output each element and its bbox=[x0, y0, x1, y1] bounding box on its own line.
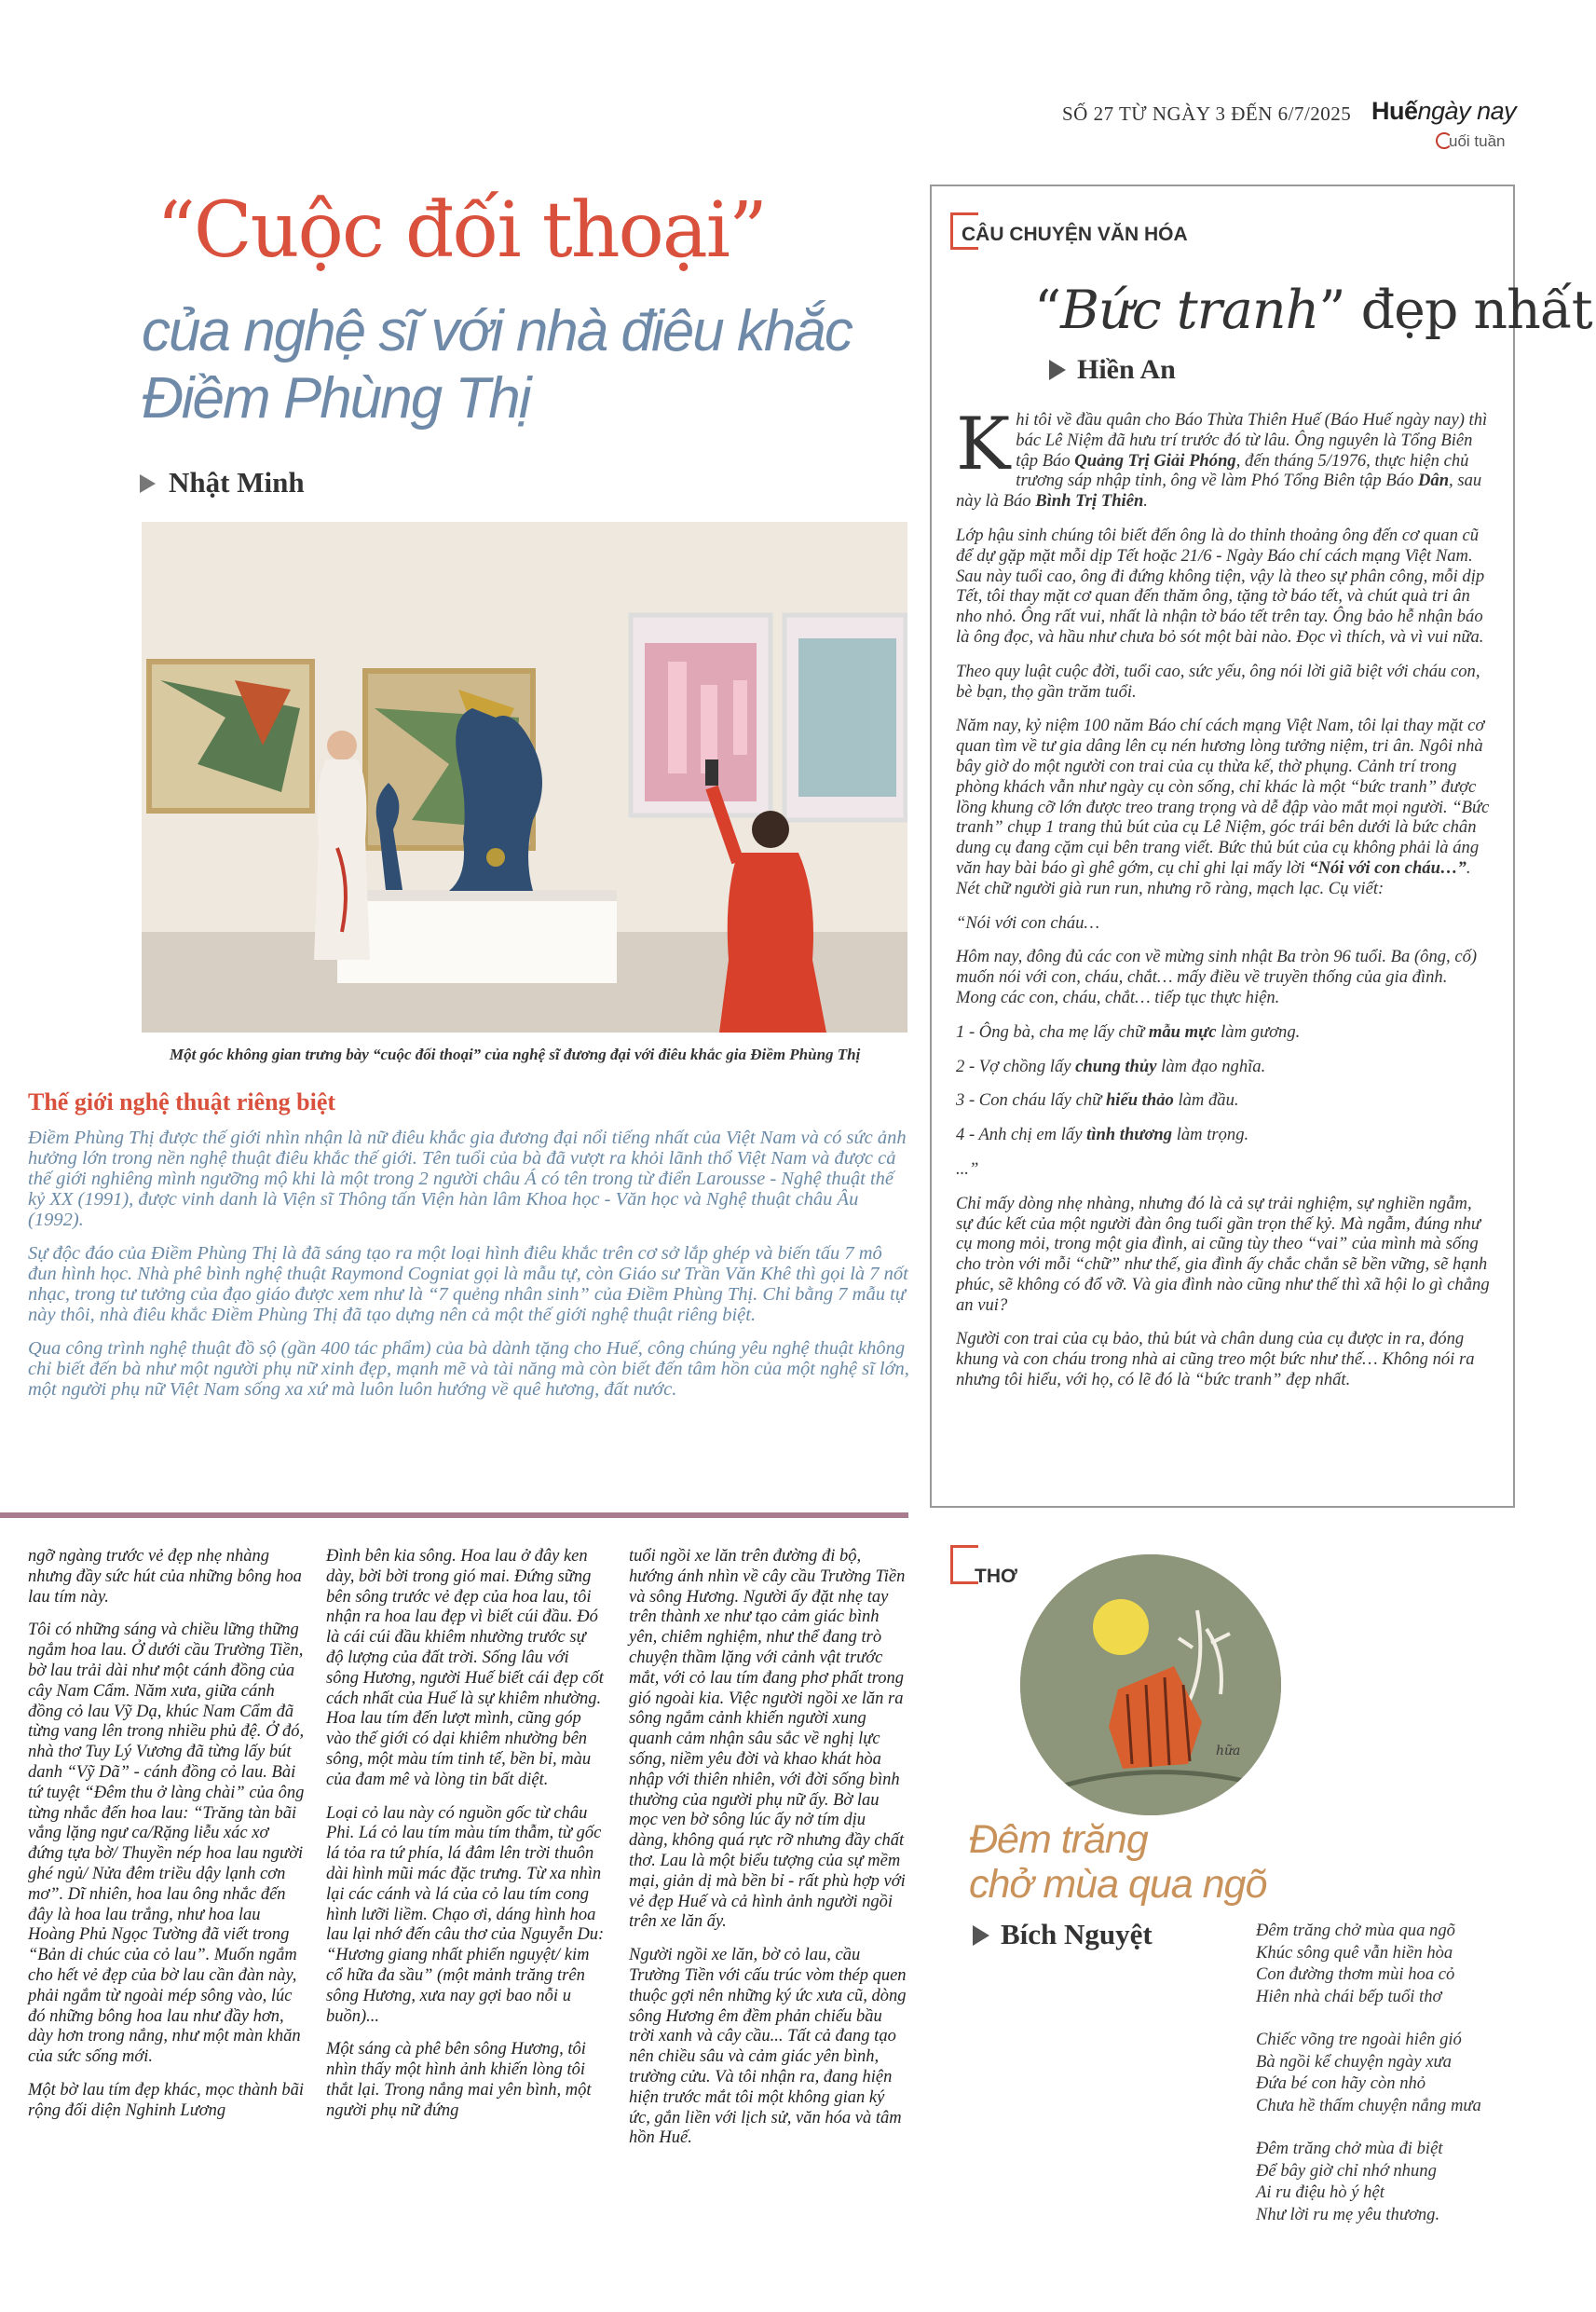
poem-line: Hiên nhà chái bếp tuổi thơ bbox=[1256, 1986, 1442, 2006]
story-paragraph: Hôm nay, đông đủ các con về mừng sinh nhật Ba tròn 96 tuổi. Ba (ông, cố) muốn nói với con, cháu, chắt… mấy điều về truyền thống của gia đình. Mong các con, cháu, chắt… tiếp tục thực hiện. bbox=[956, 947, 1478, 1007]
newspaper-logo: Huếngày nay bbox=[1371, 97, 1517, 125]
poem-line: Đêm trăng chở mùa qua ngõ bbox=[1256, 1921, 1455, 1940]
poem-line: Con đường thơm mùi hoa cỏ bbox=[1256, 1964, 1455, 1984]
poem-line: Như lời ru mẹ yêu thương. bbox=[1256, 2204, 1440, 2224]
story-paragraph: Chỉ mấy dòng nhẹ nhàng, nhưng đó là cả sự trải nghiệm, sự nghiền ngẫm, sự đúc kết của một người đàn ông tuổi gần trọn thế kỷ. Mà ngẫm, đúng như cụ mong mỏi, trong một gia đình, ai cũng tùy theo “vai” của mình mà sống cho tròn với mỗi “chữ” như thế, gia đình ấy chắc chắn sẽ bền vững, sẽ hạnh phúc, sẽ không có đổ vỡ. Và gia đình nào cũng như thế thì xã hội lo gì chẳng an vui? bbox=[956, 1193, 1490, 1315]
story-body bbox=[956, 403, 1492, 1404]
article-title: “Cuộc đối thoại” bbox=[157, 186, 766, 275]
section-paragraph: Qua công trình nghệ thuật đồ sộ (gần 400 tác phẩm) của bà dành tặng cho Huế, công chúng yêu nghệ thuật không chỉ biết đến bà như một người phụ nữ xinh đẹp, mạnh mẽ và tài năng mà còn biết đến tâm hồn của một nghệ sĩ lớn, một người phụ nữ Việt Nam sống xa xứ mà luôn luôn hướng về quê hương, đất nước. bbox=[28, 1338, 909, 1400]
poem-title bbox=[969, 1817, 1266, 1907]
story-list-item: 1 - Ông bà, cha mẹ lấy chữ mẫu mực làm gương. bbox=[956, 1021, 1301, 1042]
poem-illustration bbox=[1020, 1554, 1281, 1815]
story-list-item: 2 - Vợ chồng lấy chung thủy làm đạo nghĩa. bbox=[956, 1056, 1266, 1076]
poem-stanza bbox=[1256, 1920, 1507, 2007]
story-paragraph: Theo quy luật cuộc đời, tuổi cao, sức yếu, ông nói lời giã biệt với cháu con, bè bạn, thọ gần trăm tuổi. bbox=[956, 661, 1480, 702]
poem-text bbox=[1256, 1920, 1507, 2247]
play-triangle-icon bbox=[973, 1925, 989, 1946]
play-triangle-icon bbox=[140, 474, 156, 493]
poem-line: Chiếc võng tre ngoài hiên gió bbox=[1256, 2030, 1462, 2049]
play-triangle-icon bbox=[1049, 360, 1066, 380]
paragraph: Một bờ lau tím đẹp khác, mọc thành bãi rộng đối diện Nghinh Lương bbox=[28, 2080, 305, 2120]
paragraph: Tôi có những sáng và chiều lững thững ngắm hoa lau. Ở dưới cầu Trường Tiền, bờ lau trải dài như một cánh đồng của cây Nam Cẩm. Năm xưa, giữa cánh đồng cỏ lau Vỹ Dạ, khúc Nam Cẩm đã từng vang lên trong nhiều phủ đệ. Ở đó, nhà thơ Tuy Lý Vương đã từng lấy bút danh “Vỹ Dã” - cánh đồng cỏ lau. Bài tứ tuyệt “Đêm thu ở làng chài” của ông từng nhắc đến hoa lau: “Trăng tàn bãi vắng lặng ngư ca/Rặng liễu xác xơ đứng tựa bờ/ Thuyền nép hoa lau người ghé ngủ/ Nửa đêm triều dậy lạnh cơn mơ”. Dĩ nhiên, hoa lau ông nhắc đến đây là hoa lau trắng, như hoa lau Hoàng Phủ Ngọc Tường đã viết trong “Bản di chúc của cỏ lau”. Muốn ngắm cho hết vẻ đẹp của bờ lau cần đàn này, phải ngắm từ ngoài mép sông vào, lúc đó những bông hoa lau như đầy hơn, dày hơn trong nắng, như một màn khăn của sức sống mới. bbox=[28, 1621, 305, 2067]
paragraph: Người ngồi xe lăn, bờ cỏ lau, cầu Trường Tiền với cấu trúc vòm thép quen thuộc gợi nên những ký ức xưa cũ, dòng sông Hương êm đềm phản chiếu bầu trời xanh và cây cầu... Tất cả đang tạo nên chiều sâu và cảm giác yên bình, trường cửu. Và tôi nhận ra, đang hiện hiện trước mắt tôi một không gian ký ức, gắn liền với lịch sử, văn hóa và tâm hồn Huế. bbox=[629, 1946, 907, 2148]
poem-line: Ai ru điệu hò ý hệt bbox=[1256, 2182, 1385, 2202]
poem-line: Đêm trăng chở mùa đi biệt bbox=[1256, 2139, 1443, 2158]
story-paragraph: Khi tôi về đầu quân cho Báo Thừa Thiên Huế (Báo Huế ngày nay) thì bác Lê Niệm đã hưu trí trước đó từ lâu. Ông nguyên là Tổng Biên tập Báo Quảng Trị Giải Phóng, đến tháng 5/1976, thực hiện chủ trương sáp nhập tỉnh, ông về làm Phó Tổng Biên tập Báo Dân, sau này là Báo Bình Trị Thiên. bbox=[956, 403, 1488, 512]
poem-category-label: THƠ bbox=[975, 1566, 1017, 1587]
paragraph: Đình bên kia sông. Hoa lau ở đây ken dày, bời bời trong gió mai. Đứng sững bên sông trước vẻ đẹp của hoa lau, tôi nhận ra hoa lau đẹp vì biết cúi đầu. Đó là cái cúi đầu khiêm nhường trước sự độ lượng của đất trời. Sống lâu với sông Hương, người Huế biết cái đẹp cốt cách nhất của Huế là sự khiêm nhường. Hoa lau tím đến lượt mình, cũng góp vào thế giới có dại khiêm nhường bên sông, một màu tím tinh tế, bền bỉ, màu của đam mê và lòng tin bất diệt. bbox=[326, 1547, 604, 1789]
poem-line: Bà ngồi kể chuyện ngày xưa bbox=[1256, 2051, 1452, 2072]
paragraph: Loại cỏ lau này có nguồn gốc từ châu Phi. Lá cỏ lau tím màu tím thẫm, từ gốc lá tỏa ra tứ phía, lá đâm lên trời thuôn dài hình mũi mác đặc trưng. Từ xa nhìn lại các cánh và lá của cỏ lau tím cong hình lưỡi liềm. Chạo ơi, dáng hình hoa lau lại nhớ đến câu thơ của Nguyễn Du: “Hương giang nhất phiến nguyệt/ kim cổ hữa đa sầu” (một mảnh trăng trên sông Hương, xưa nay gợi bao nỗi u buồn)... bbox=[326, 1803, 605, 2026]
artist-signature: hữa bbox=[1216, 1744, 1241, 1758]
poem-byline: Bích Nguyệt bbox=[973, 1918, 1153, 1951]
poem-title-line2: chở mùa qua ngõ bbox=[969, 1862, 1267, 1907]
story-title: “Bức tranh” đẹp nhất bbox=[1034, 280, 1592, 341]
article-subtitle-line1: của nghệ sĩ với nhà điêu khắc bbox=[142, 299, 852, 363]
section-divider bbox=[0, 1512, 908, 1518]
story-paragraph: “Nói với con cháu… bbox=[956, 912, 1100, 933]
paragraph: tuổi ngồi xe lăn trên đường đi bộ, hướng ánh nhìn về cây cầu Trường Tiền và sông Hương. Người ấy đặt nhẹ tay trên thành xe như tạo cảm giác bình yên, chiêm nghiệm, như thể đang trò chuyện thầm lặng với cảnh vật trước mắt, với cỏ lau tím đang phơ phất trong gió ngoài kia. Việc người ngồi xe lăn ra sông ngắm cảnh khiến người xung quanh cảm nhận sâu sắc về nghị lực sống, niềm yêu đời và khao khát hòa nhập với thiên nhiên, với đời sống bình thường của người phụ nữ ấy. Bờ lau mọc ven bờ sông lúc ấy nở tím dịu dàng, không quá rực rỡ nhưng đầy chất thơ. Lau là một biểu tượng của sự mềm mại, giản dị mà bền bỉ - rất phù hợp với vẻ đẹp Huế và cả hình ảnh người ngồi trên xe lăn ấy. bbox=[629, 1547, 906, 1932]
logo-subtitle: uối tuần bbox=[1449, 132, 1506, 150]
section-paragraph: Điềm Phùng Thị được thế giới nhìn nhận là nữ điêu khắc gia đương đại nổi tiếng nhất của Việt Nam và có sức ảnh hưởng lớn trong nền nghệ thuật điêu khắc thế giới. Tên tuổi của bà đã vượt ra khỏi lãnh thổ Việt Nam và được cả thế giới nghiêng mình ngưỡng mộ khi là một trong 2 người châu Á có tên trong từ điển Larousse - Nghệ thuật thế kỷ XX (1991), được vinh danh là Viện sĩ Thông tấn Viện hàn lâm Khoa học - Văn học và Nghệ thuật châu Âu (1992). bbox=[28, 1128, 907, 1230]
poem-stanza bbox=[1256, 2138, 1507, 2225]
poem-title-line1: Đêm trăng bbox=[969, 1817, 1148, 1862]
poem-line: Đứa bé con hãy còn nhỏ bbox=[1256, 2073, 1426, 2093]
text-column-2 bbox=[326, 1547, 606, 2135]
section-heading: Thế giới nghệ thuật riêng biệt bbox=[28, 1088, 336, 1115]
poem-line: Khúc sông quê vẫn hiền hòa bbox=[1256, 1942, 1453, 1963]
story-list-item: 3 - Con cháu lấy chữ hiếu thảo làm đầu. bbox=[956, 1090, 1239, 1111]
paragraph: Một sáng cà phê bên sông Hương, tôi nhìn thấy một hình ảnh khiến lòng tôi thắt lại. Trong nắng mai yên bình, một người phụ nữ đứng bbox=[326, 2040, 592, 2120]
text-column-3 bbox=[629, 1547, 908, 2162]
section-paragraph: Sự độc đáo của Điềm Phùng Thị là đã sáng tạo ra một loại hình điêu khắc trên cơ sở lắp ghép và biến tấu 7 mô đun hình học. Nhà phê bình nghệ thuật Raymond Cogniat gọi là mẫu tự, còn Giáo sư Trần Văn Khê thì gọi là 7 nốt nhạc, trong tư tưởng của đạo giáo được xem như là “7 quẻng nhân sinh” của Điềm Phùng Thị. Chỉ bằng 7 mẫu tự này thôi, nhà điêu khắc Điềm Phùng Thị đã tạo dựng nên cả một thế giới nghệ thuật riêng biệt. bbox=[28, 1243, 908, 1325]
paragraph: ngỡ ngàng trước vẻ đẹp nhẹ nhàng nhưng đầy sức hút của những bông hoa lau tím này. bbox=[28, 1547, 302, 1607]
exhibition-photo bbox=[142, 522, 907, 1033]
story-paragraph: Lớp hậu sinh chúng tôi biết đến ông là do thỉnh thoảng ông đến cơ quan cũ để dự gặp mặt mỗi dịp Tết hoặc 21/6 - Ngày Báo chí cách mạng Việt Nam. Sau này tuổi cao, ông đi đứng không tiện, vậy là theo sự phân công, mỗi dịp Tết, tôi thay mặt cơ quan đến thăm ông, tặng tờ báo tết, và chút quà tri ân nho nhỏ. Ông rất vui, nhất là nhận tờ báo tết trên tay. Ông bảo hễ nhận báo là ông đọc, và hầu như chưa bỏ sót một bài nào. Đọc vì thích, và vì vui nữa. bbox=[956, 525, 1485, 647]
article-subtitle-line2: Điềm Phùng Thị bbox=[142, 366, 530, 431]
article-subtitle bbox=[142, 298, 852, 432]
text-column-1 bbox=[28, 1547, 307, 2135]
article-byline: Nhật Minh bbox=[140, 466, 305, 499]
story-category-label: CÂU CHUYỆN VĂN HÓA bbox=[962, 224, 1188, 245]
story-list-item: 4 - Anh chị em lấy tình thương làm trọng. bbox=[956, 1125, 1249, 1145]
story-paragraph: ...” bbox=[956, 1158, 979, 1179]
story-byline: Hiền An bbox=[1049, 354, 1176, 386]
poem-line: Chưa hề thấm chuyện nắng mưa bbox=[1256, 2095, 1481, 2115]
photo-caption: Một góc không gian trưng bày “cuộc đối thoại” của nghệ sĩ đương đại với điêu khắc gia Điềm Phùng Thị bbox=[170, 1046, 861, 1063]
masthead bbox=[1062, 97, 1547, 162]
story-paragraph: Người con trai của cụ bảo, thủ bút và chân dung của cụ được in ra, đóng khung và con cháu trong nhà ai cũng treo một bức như thế… Không nói ra nhưng tôi hiểu, với họ, có lẽ đó là “bức tranh” đẹp nhất. bbox=[956, 1329, 1475, 1390]
section-body bbox=[28, 1128, 913, 1413]
story-paragraph: Năm nay, kỷ niệm 100 năm Báo chí cách mạng Việt Nam, tôi lại thay mặt cơ quan tìm về tư gia dâng lên cụ nén hương lòng tưởng niệm, tri ân. Ngôi nhà bây giờ do một người con trai của cụ thừa kế, thờ phụng. Cảnh trí trong phòng khách vẫn như ngày cụ còn sống, chỉ khác là một “bức tranh” được lồng khung cỡ lớn được treo trang trọng và dễ đập vào mắt mọi người. “Bức tranh” chụp 1 trang thủ bút của cụ Lê Niệm, góc trái bên dưới là bức chân dung cụ đang cặm cụi bên trang viết. Bức thủ bút của cụ không phải là áng văn hay bài báo gì ghê gớm, cụ chỉ ghi lại mấy lời “Nói với con cháu…”. Nét chữ người già run run, nhưng rõ ràng, mạch lạc. Cụ viết: bbox=[956, 716, 1490, 898]
issue-info: SỐ 27 TỪ NGÀY 3 ĐẾN 6/7/2025 bbox=[1062, 103, 1352, 125]
drop-cap: K bbox=[956, 403, 1011, 486]
poem-line: Để bây giờ chỉ nhớ nhung bbox=[1256, 2160, 1437, 2181]
poem-stanza bbox=[1256, 2029, 1507, 2116]
